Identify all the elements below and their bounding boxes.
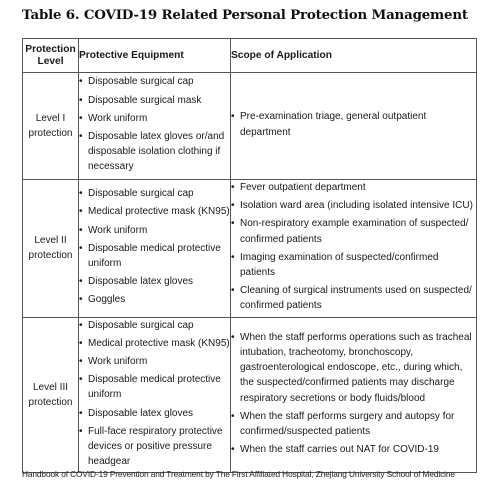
header-protection-level: Protection Level — [23, 39, 79, 73]
list-item: • Fever outpatient department — [231, 180, 476, 195]
source-footer: Handbook of COVID-19 Prevention and Treatment by The First Affiliated Hospital, Zhejiang University School of Medicine — [22, 469, 455, 479]
header-row — [23, 39, 477, 73]
header-protective-equipment: Protective Equipment — [79, 39, 231, 73]
scope-cell — [231, 180, 477, 318]
list-item: • Disposable latex gloves — [79, 406, 230, 421]
scope-cell — [231, 317, 477, 473]
list-item: • Medical protective mask (KN95) — [79, 204, 230, 219]
equipment-cell — [79, 317, 231, 473]
list-item: • Work uniform — [79, 223, 230, 238]
protection-level-cell: Level I protection — [23, 73, 79, 180]
equipment-list — [79, 318, 230, 470]
scope-list — [231, 330, 476, 458]
table-row-level-2 — [23, 180, 477, 318]
list-item: • When the staff performs surgery and autopsy for confirmed/suspected patients — [231, 409, 476, 439]
list-item: • Cleaning of surgical instruments used on suspected/ confirmed patients — [231, 283, 476, 313]
equipment-cell — [79, 73, 231, 180]
list-item: • Work uniform — [79, 111, 230, 126]
header-scope-of-application: Scope of Application — [231, 39, 477, 73]
list-item: • Disposable latex gloves — [79, 274, 230, 289]
equipment-list — [79, 186, 230, 307]
list-item: • Medical protective mask (KN95) — [79, 336, 230, 351]
list-item: • Disposable medical protective uniform — [79, 372, 230, 402]
protection-table — [22, 38, 477, 473]
scope-list — [231, 180, 476, 314]
list-item: • Pre-examination triage, general outpatient department — [231, 109, 476, 139]
list-item: • Goggles — [79, 292, 230, 307]
list-item: • Disposable surgical cap — [79, 74, 230, 89]
list-item: • When the staff performs operations such as tracheal intubation, tracheotomy, bronchoscopy, gastroenterological endoscope, etc., during which, the suspected/confirmed patients may discharge respiratory secretions or body fluids/blood — [231, 330, 476, 406]
list-item: • Work uniform — [79, 354, 230, 369]
list-item: • Disposable surgical mask — [79, 93, 230, 108]
list-item: • Imaging examination of suspected/confirmed patients — [231, 250, 476, 280]
equipment-list — [79, 74, 230, 174]
list-item: • Isolation ward area (including isolated intensive ICU) — [231, 198, 476, 213]
equipment-cell — [79, 180, 231, 318]
table-title: Table 6. COVID-19 Related Personal Protection Management — [22, 7, 468, 23]
list-item: • Disposable medical protective uniform — [79, 241, 230, 271]
protection-level-cell: Level II protection — [23, 180, 79, 318]
protection-level-cell: Level III protection — [23, 317, 79, 473]
table-row-level-3 — [23, 317, 477, 473]
list-item: • When the staff carries out NAT for COVID-19 — [231, 442, 476, 457]
list-item: • Disposable latex gloves or/and disposable isolation clothing if necessary — [79, 129, 230, 175]
table-row-level-1 — [23, 73, 477, 180]
list-item: • Disposable surgical cap — [79, 318, 230, 333]
list-item: • Full-face respiratory protective devices or positive pressure headgear — [79, 424, 230, 470]
scope-cell — [231, 73, 477, 180]
list-item: • Non-respiratory example examination of suspected/ confirmed patients — [231, 216, 476, 246]
scope-list — [231, 109, 476, 139]
list-item: • Disposable surgical cap — [79, 186, 230, 201]
